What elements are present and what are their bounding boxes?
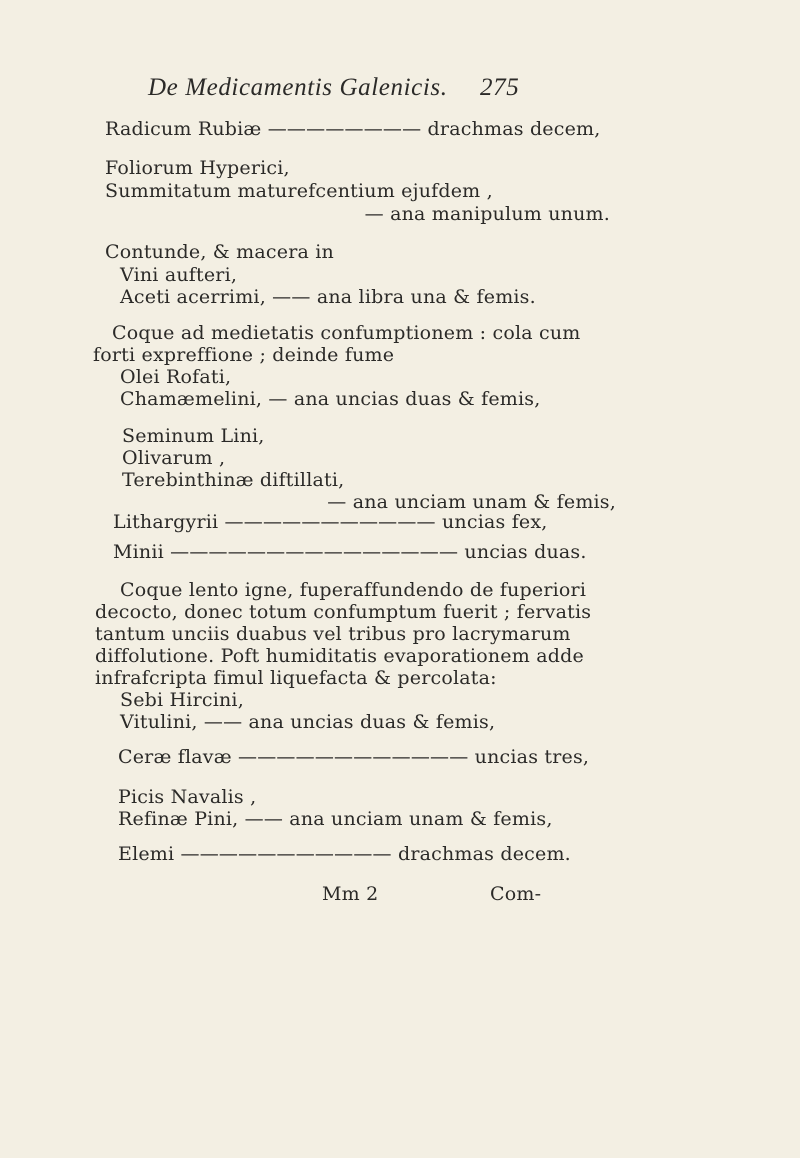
recipe-line: Radicum Rubiæ ———————— drachmas decem, (105, 118, 601, 140)
recipe-line: Contunde, & macera in (105, 241, 334, 263)
recipe-line: Coque lento igne, fuperaffundendo de fuperiori (120, 579, 587, 601)
recipe-line: Minii ——————————————— uncias duas. (113, 541, 587, 563)
recipe-line: Picis Navalis , (118, 786, 257, 808)
recipe-line: Olivarum , (122, 447, 226, 469)
signature-mark: Mm 2 (322, 883, 379, 905)
recipe-line: infrafcripta fimul liquefacta & percolata: (95, 667, 497, 689)
recipe-line: Coque ad medietatis confumptionem : cola cum (112, 322, 581, 344)
recipe-line: tantum unciis duabus vel tribus pro lacrymarum (95, 623, 571, 645)
recipe-line: Elemi ——————————— drachmas decem. (118, 843, 571, 865)
recipe-line: Sebi Hircini, (120, 689, 244, 711)
catchword: Com- (490, 883, 542, 905)
recipe-line: decocto, donec totum confumptum fuerit ; fervatis (95, 601, 592, 623)
recipe-line: Chamæmelini, — ana uncias duas & femis, (120, 388, 541, 410)
recipe-line: Lithargyrii ——————————— uncias fex, (113, 511, 548, 533)
recipe-line: Vini aufteri, (120, 264, 238, 286)
recipe-line: Summitatum maturefcentium ejufdem , (105, 180, 493, 202)
running-head-title: De Medicamentis Galenicis. (148, 74, 448, 101)
recipe-line: Vitulini, —— ana uncias duas & femis, (120, 711, 496, 733)
recipe-line: Refinæ Pini, —— ana unciam unam & femis, (118, 808, 553, 830)
recipe-line: Aceti acerrimi, —— ana libra una & femis. (120, 286, 536, 308)
recipe-line: Olei Rofati, (120, 366, 232, 388)
page-number: 275 (480, 74, 520, 101)
recipe-line: Foliorum Hyperici, (105, 157, 290, 179)
recipe-line: Seminum Lini, (122, 425, 265, 447)
recipe-line: forti expreffione ; deinde fume (93, 344, 395, 366)
recipe-line: — ana unciam unam & femis, (327, 491, 616, 513)
recipe-line: Terebinthinæ diftillati, (122, 469, 345, 491)
recipe-line: diffolutione. Poft humiditatis evaporationem adde (95, 645, 584, 667)
recipe-line: Ceræ flavæ ———————————— uncias tres, (118, 746, 590, 768)
recipe-line: — ana manipulum unum. (364, 203, 610, 225)
